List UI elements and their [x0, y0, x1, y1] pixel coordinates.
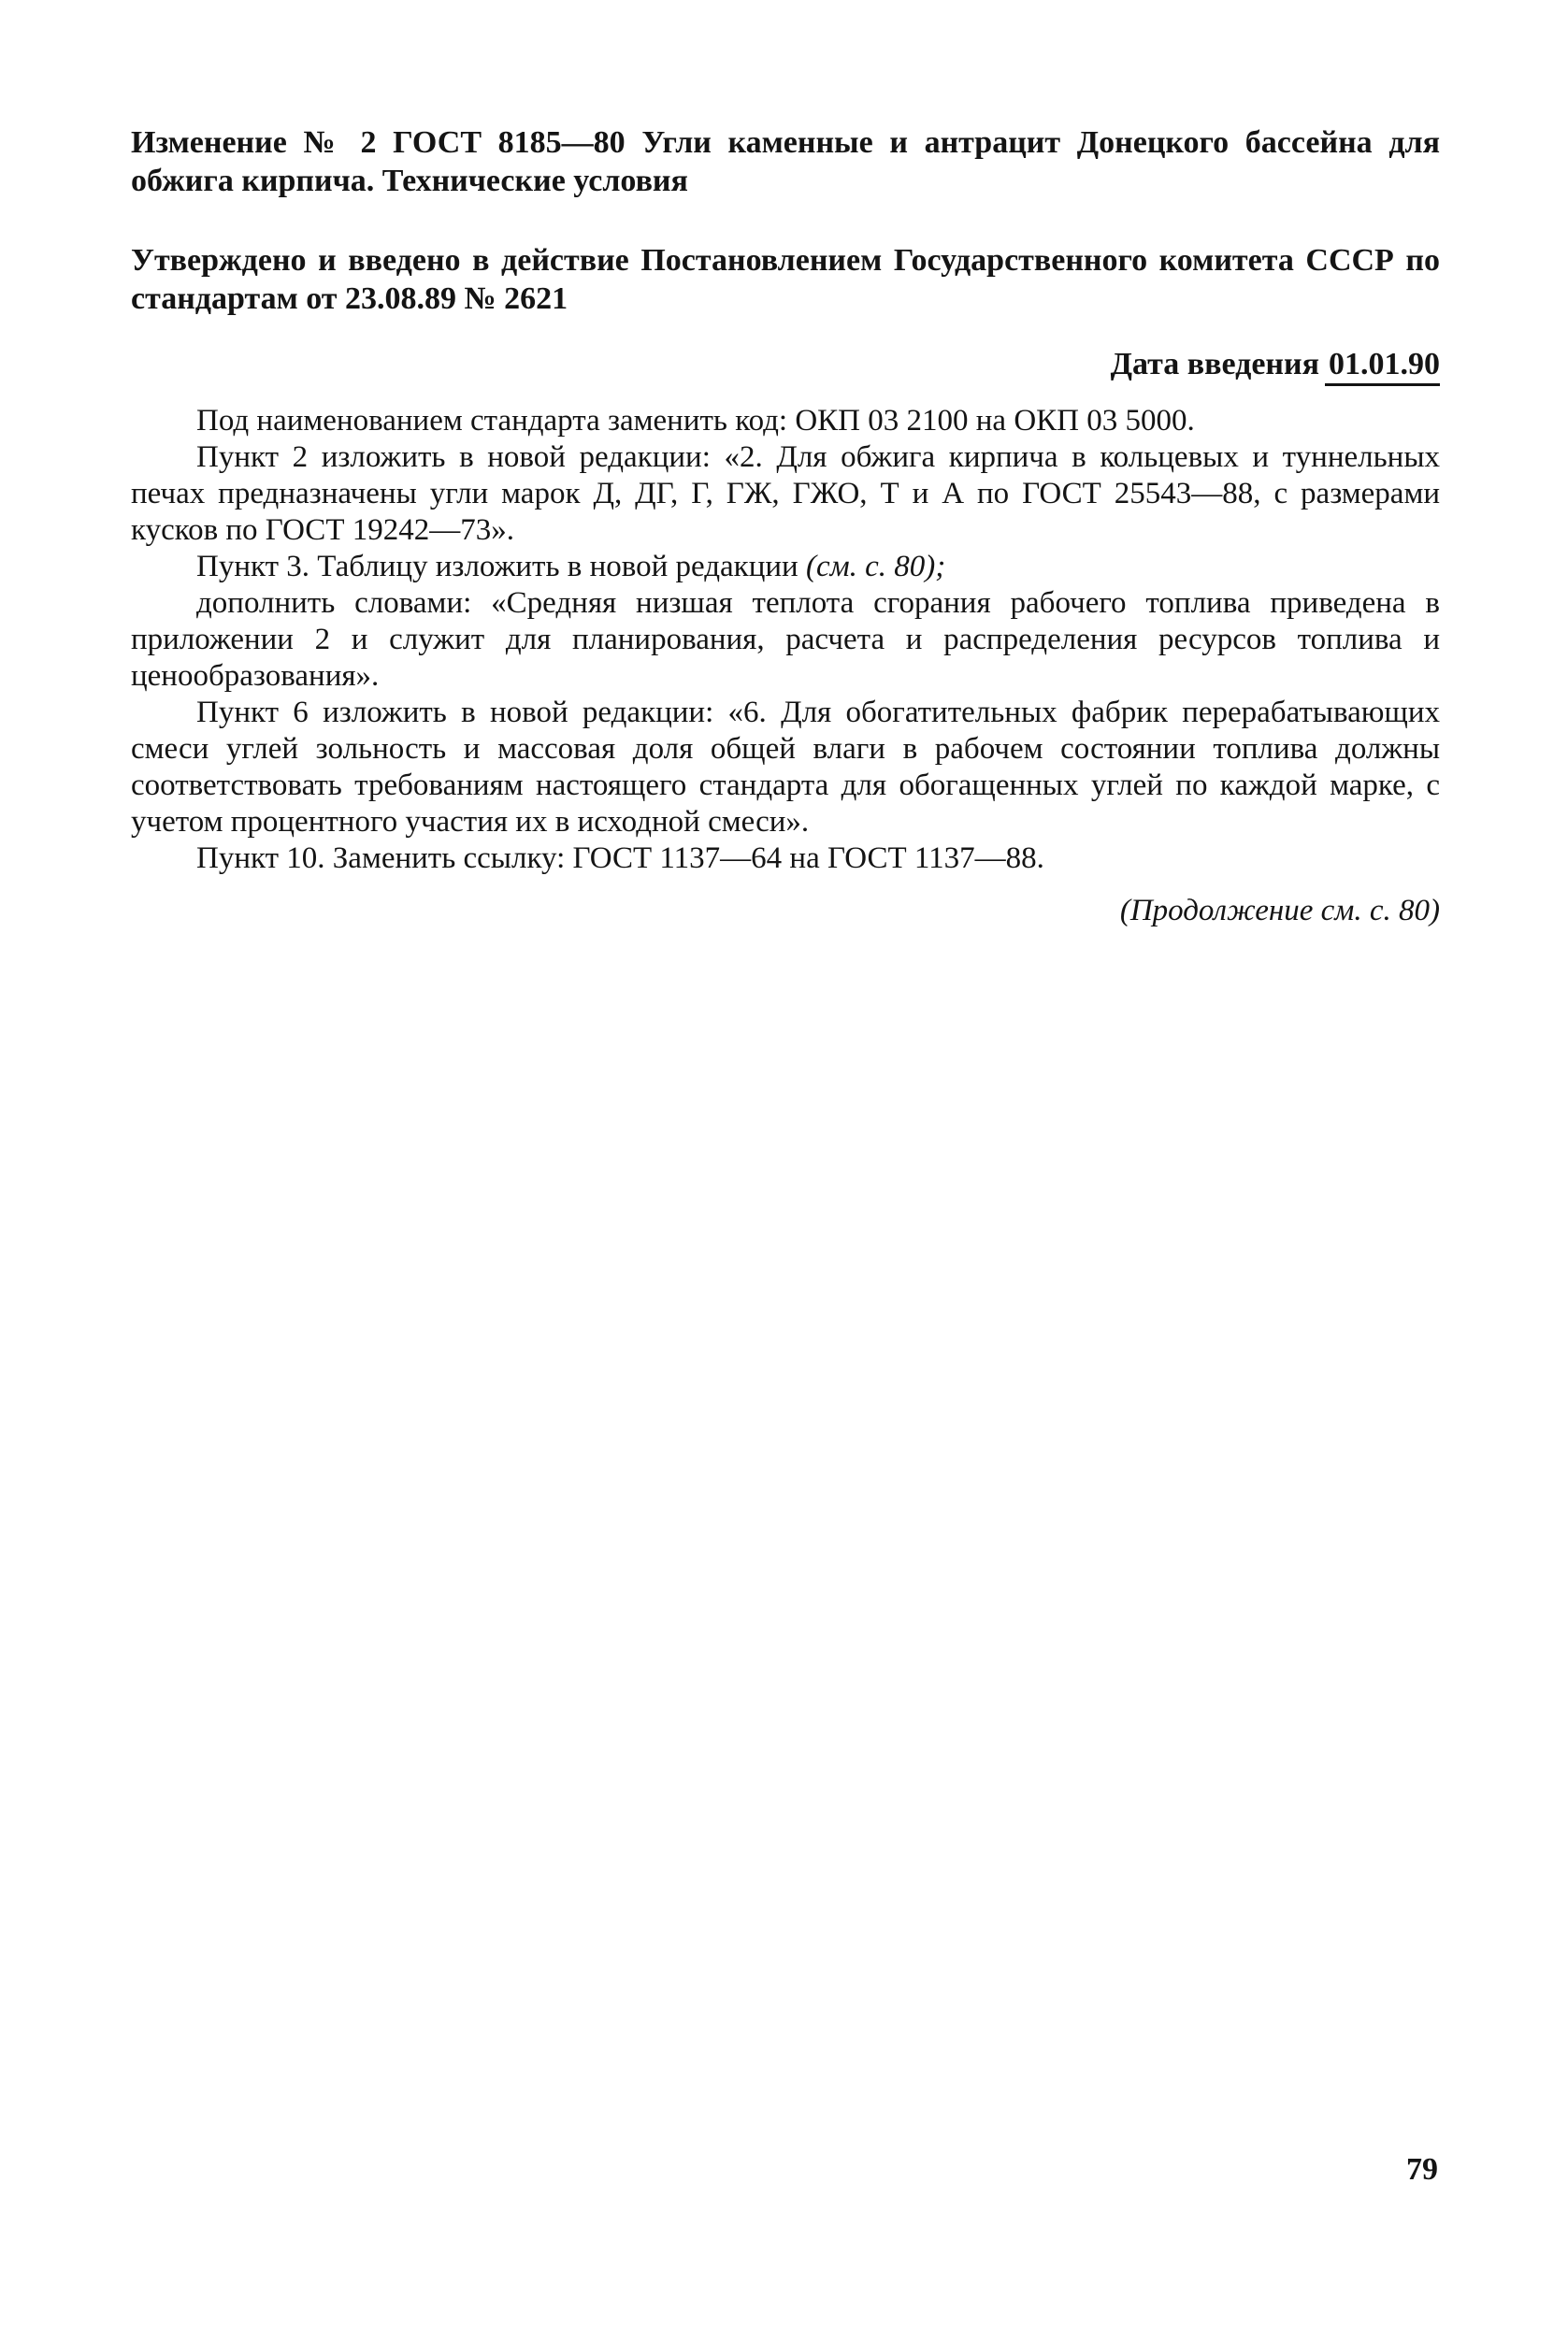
continuation-note: (Продолжение см. с. 80)	[1119, 894, 1440, 927]
paragraph-supplement: дополнить словами: «Средняя низшая теплота сгорания рабочего топлива приведена в приложении 2 и служит для планирования, расчета и распределения ресурсов топлива и ценообразования».	[131, 586, 1440, 693]
paragraph-item-10: Пункт 10. Заменить ссылку: ГОСТ 1137—64 на ГОСТ 1137—88.	[196, 841, 1044, 875]
paragraph-item-3-text: Пункт 3. Таблицу изложить в новой редакции	[196, 550, 806, 583]
effective-date-value: 01.01.90	[1325, 346, 1440, 386]
effective-date-label: Дата введения	[1110, 347, 1319, 381]
paragraph-item-3	[131, 549, 1440, 585]
paragraph-item-2: Пункт 2 изложить в новой редакции: «2. Для обжига кирпича в кольцевых и туннельных печах предназначены угли марок Д, ДГ, Г, ГЖ, ГЖО, Т и А по ГОСТ 25543—88, с размерами кусков по ГОСТ 19242—73».	[131, 440, 1440, 547]
effective-date	[131, 344, 1440, 386]
document-page	[131, 123, 1440, 933]
paragraph-okp-code: Под наименованием стандарта заменить код: ОКП 03 2100 на ОКП 03 5000.	[196, 404, 1195, 438]
approval-statement: Утверждено и введено в действие Постановлением Государственного комитета СССР по стандартам от 23.08.89 № 2621	[131, 243, 1440, 316]
paragraph-item-6: Пункт 6 изложить в новой редакции: «6. Для обогатительных фабрик перерабатывающих смеси углей зольность и массовая доля общей влаги в рабочем состоянии топлива должны соответствовать требованиям настоящего стандарта для обогащенных углей по каждой марке, с учетом процентного участия их в исходной смеси».	[131, 696, 1440, 839]
paragraph-item-3-reference: (см. с. 80);	[805, 550, 946, 583]
page-number: 79	[1406, 2152, 1438, 2187]
document-title: Изменение № 2 ГОСТ 8185—80 Угли каменные и антрацит Донецкого бассейна для обжига кирпича. Технические условия	[131, 125, 1440, 198]
